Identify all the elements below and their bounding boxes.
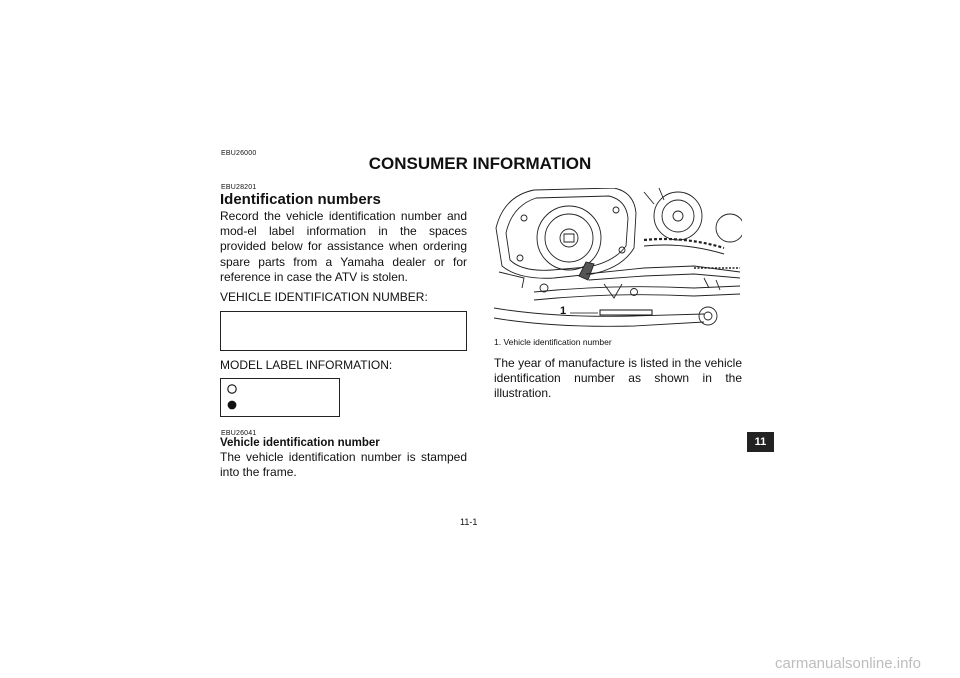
hollow-circle-icon bbox=[228, 385, 236, 393]
heading-vehicle-identification-number: Vehicle identification number bbox=[220, 437, 380, 449]
watermark-text: carmanualsonline.info bbox=[775, 655, 921, 672]
page-title: CONSUMER INFORMATION bbox=[368, 154, 592, 173]
section-code-header: EBU26000 bbox=[221, 150, 257, 157]
heading-identification-numbers: Identification numbers bbox=[220, 191, 381, 208]
section-code-vin: EBU26041 bbox=[221, 430, 257, 437]
callout-number: 1 bbox=[560, 305, 567, 317]
page-number: 11-1 bbox=[460, 517, 478, 527]
vin-location-illustration bbox=[494, 188, 742, 333]
manufacture-year-paragraph: The year of manufacture is listed in the vehicle identification number as shown in the illustration. bbox=[494, 356, 742, 401]
model-label-record-box bbox=[220, 378, 340, 417]
vin-record-box bbox=[220, 311, 467, 351]
engine-frame-drawing bbox=[494, 188, 742, 333]
section-code-identification: EBU28201 bbox=[221, 184, 257, 191]
model-label: MODEL LABEL INFORMATION: bbox=[220, 358, 393, 372]
model-label-circles bbox=[221, 379, 339, 416]
identification-paragraph: Record the vehicle identification number and mod-el label information in the spaces provided below for assistance when ordering spare parts from a Yamaha dealer or for reference in case the ATV is stolen. bbox=[220, 209, 467, 284]
figure-caption: 1. Vehicle identification number bbox=[494, 337, 612, 347]
vin-label: VEHICLE IDENTIFICATION NUMBER: bbox=[220, 290, 428, 304]
chapter-tab: 11 bbox=[747, 432, 774, 452]
vin-paragraph: The vehicle identification number is stamped into the frame. bbox=[220, 450, 467, 480]
vin-stamp-plate bbox=[600, 310, 652, 315]
filled-circle-icon bbox=[228, 401, 237, 410]
